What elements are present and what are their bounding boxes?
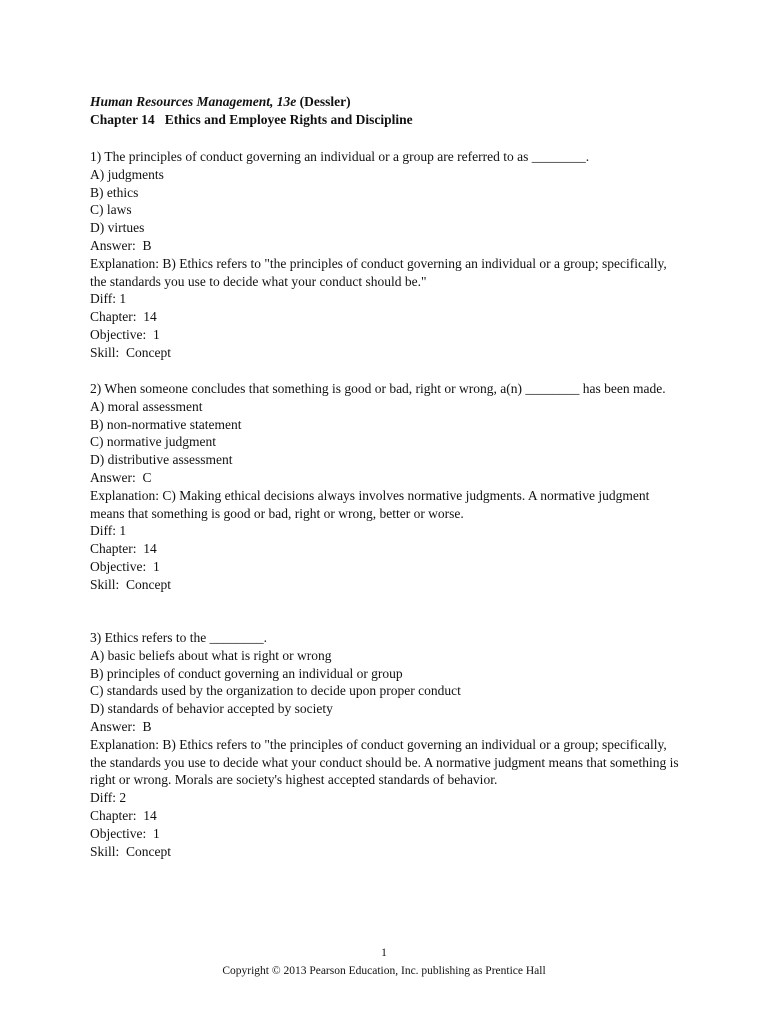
document-header xyxy=(90,93,690,129)
objective: Objective: 1 xyxy=(90,326,160,342)
option-b: B) principles of conduct governing an individual or group xyxy=(90,665,403,681)
option-c: C) laws xyxy=(90,202,132,218)
option-d: D) standards of behavior accepted by society xyxy=(90,701,333,717)
chapter-ref: Chapter: 14 xyxy=(90,309,157,325)
difficulty: Diff: 2 xyxy=(90,790,127,806)
option-a: A) judgments xyxy=(90,166,164,182)
chapter-ref: Chapter: 14 xyxy=(90,541,157,557)
option-b: B) ethics xyxy=(90,184,139,200)
option-b: B) non-normative statement xyxy=(90,416,242,432)
difficulty: Diff: 1 xyxy=(90,523,127,539)
copyright-notice: Copyright © 2013 Pearson Education, Inc. publishing as Prentice Hall xyxy=(222,965,546,977)
chapter-title: Chapter 14 Ethics and Employee Rights and Discipline xyxy=(90,111,413,127)
question-1 xyxy=(90,148,680,362)
answer: Answer: C xyxy=(90,469,152,485)
answer: Answer: B xyxy=(90,237,152,253)
explanation: Explanation: B) Ethics refers to "the principles of conduct governing an individual or a group; specifically, the standards you use to decide what your conduct should be." xyxy=(90,255,667,289)
difficulty: Diff: 1 xyxy=(90,291,127,307)
option-a: A) moral assessment xyxy=(90,398,203,414)
objective: Objective: 1 xyxy=(90,558,160,574)
chapter-ref: Chapter: 14 xyxy=(90,807,157,823)
book-author: (Dessler) xyxy=(299,94,351,109)
option-a: A) basic beliefs about what is right or wrong xyxy=(90,647,332,663)
explanation: Explanation: B) Ethics refers to "the principles of conduct governing an individual or a group; specifically, the standards you use to decide what your conduct should be. A normative judgment means that something is right or wrong. Morals are society's highest accepted standards of behavior. xyxy=(90,736,679,788)
option-d: D) virtues xyxy=(90,220,145,236)
option-c: C) normative judgment xyxy=(90,434,216,450)
question-3 xyxy=(90,629,680,860)
option-d: D) distributive assessment xyxy=(90,452,233,468)
question-2 xyxy=(90,380,680,594)
book-title-line xyxy=(90,93,690,111)
skill: Skill: Concept xyxy=(90,843,171,859)
book-title: Human Resources Management, 13e xyxy=(90,94,297,109)
skill: Skill: Concept xyxy=(90,576,171,592)
skill: Skill: Concept xyxy=(90,344,171,360)
objective: Objective: 1 xyxy=(90,825,160,841)
option-c: C) standards used by the organization to decide upon proper conduct xyxy=(90,683,461,699)
page-number: 1 xyxy=(381,947,387,959)
answer: Answer: B xyxy=(90,718,152,734)
question-stem: 3) Ethics refers to the ________. xyxy=(90,630,267,645)
explanation: Explanation: C) Making ethical decisions always involves normative judgments. A normative judgment means that something is good or bad, right or wrong, better or worse. xyxy=(90,487,650,521)
question-stem: 1) The principles of conduct governing an individual or a group are referred to as ________. xyxy=(90,149,590,164)
question-stem: 2) When someone concludes that something is good or bad, right or wrong, a(n) ________ has been made. xyxy=(90,381,666,396)
